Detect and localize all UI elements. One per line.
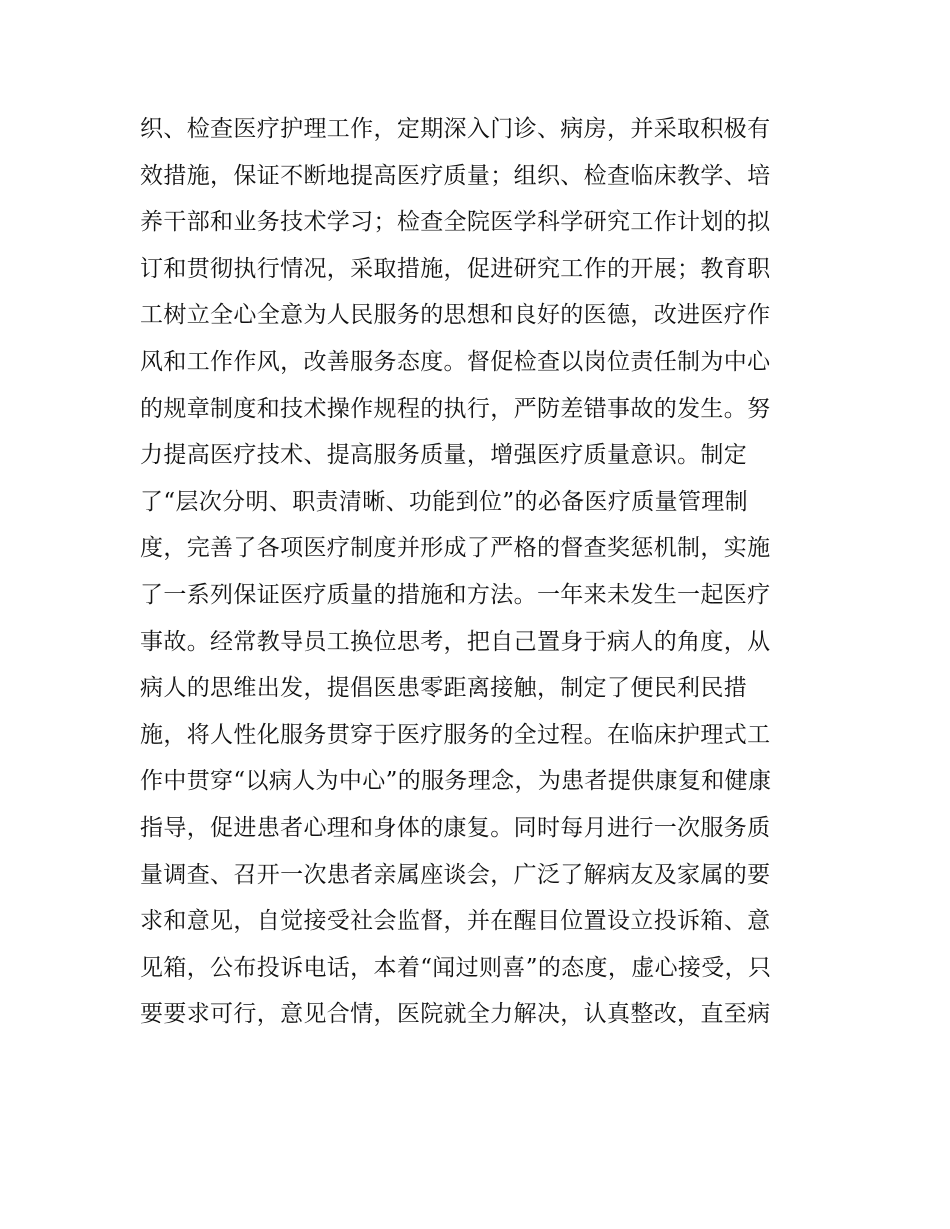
text-line: 效措施，保证不断地提高医疗质量；组织、检查临床教学、培 — [140, 162, 771, 189]
text-line: 指导，促进患者心理和身体的康复。同时每月进行一次服务质 — [140, 814, 771, 841]
text-line: 见箱，公布投诉电话，本着“闻过则喜”的态度，虚心接受，只 — [140, 954, 772, 981]
text-line: 工树立全心全意为人民服务的思想和良好的医德，改进医疗作 — [140, 302, 771, 329]
text-line: 量调查、召开一次患者亲属座谈会，广泛了解病友及家属的要 — [140, 861, 771, 888]
body-text — [140, 106, 820, 1038]
text-line: 养干部和业务技术学习；检查全院医学科学研究工作计划的拟 — [140, 209, 771, 236]
text-line: 事故。经常教导员工换位思考，把自己置身于病人的角度，从 — [140, 628, 771, 655]
text-line: 了“层次分明、职责清晰、功能到位”的必备医疗质量管理制 — [140, 488, 748, 515]
text-line: 了一系列保证医疗质量的措施和方法。一年来未发生一起医疗 — [140, 581, 771, 608]
text-line: 订和贯彻执行情况，采取措施，促进研究工作的开展；教育职 — [140, 255, 771, 282]
text-line: 织、检查医疗护理工作，定期深入门诊、病房，并采取积极有 — [140, 116, 771, 142]
text-line: 风和工作作风，改善服务态度。督促检查以岗位责任制为中心 — [140, 348, 771, 375]
text-line: 作中贯穿“以病人为中心”的服务理念，为患者提供康复和健康 — [140, 768, 772, 795]
text-line: 要要求可行，意见合情，医院就全力解决，认真整改，直至病 — [140, 1001, 771, 1028]
text-line: 求和意见，自觉接受社会监督，并在醒目位置设立投诉箱、意 — [140, 908, 771, 935]
text-line: 力提高医疗技术、提高服务质量，增强医疗质量意识。制定 — [140, 442, 748, 469]
text-line: 施，将人性化服务贯穿于医疗服务的全过程。在临床护理式工 — [140, 721, 771, 748]
text-line: 的规章制度和技术操作规程的执行，严防差错事故的发生。努 — [140, 395, 771, 422]
text-line: 病人的思维出发，提倡医患零距离接触，制定了便民利民措 — [140, 675, 748, 702]
text-line: 度，完善了各项医疗制度并形成了严格的督查奖惩机制，实施 — [140, 535, 771, 562]
